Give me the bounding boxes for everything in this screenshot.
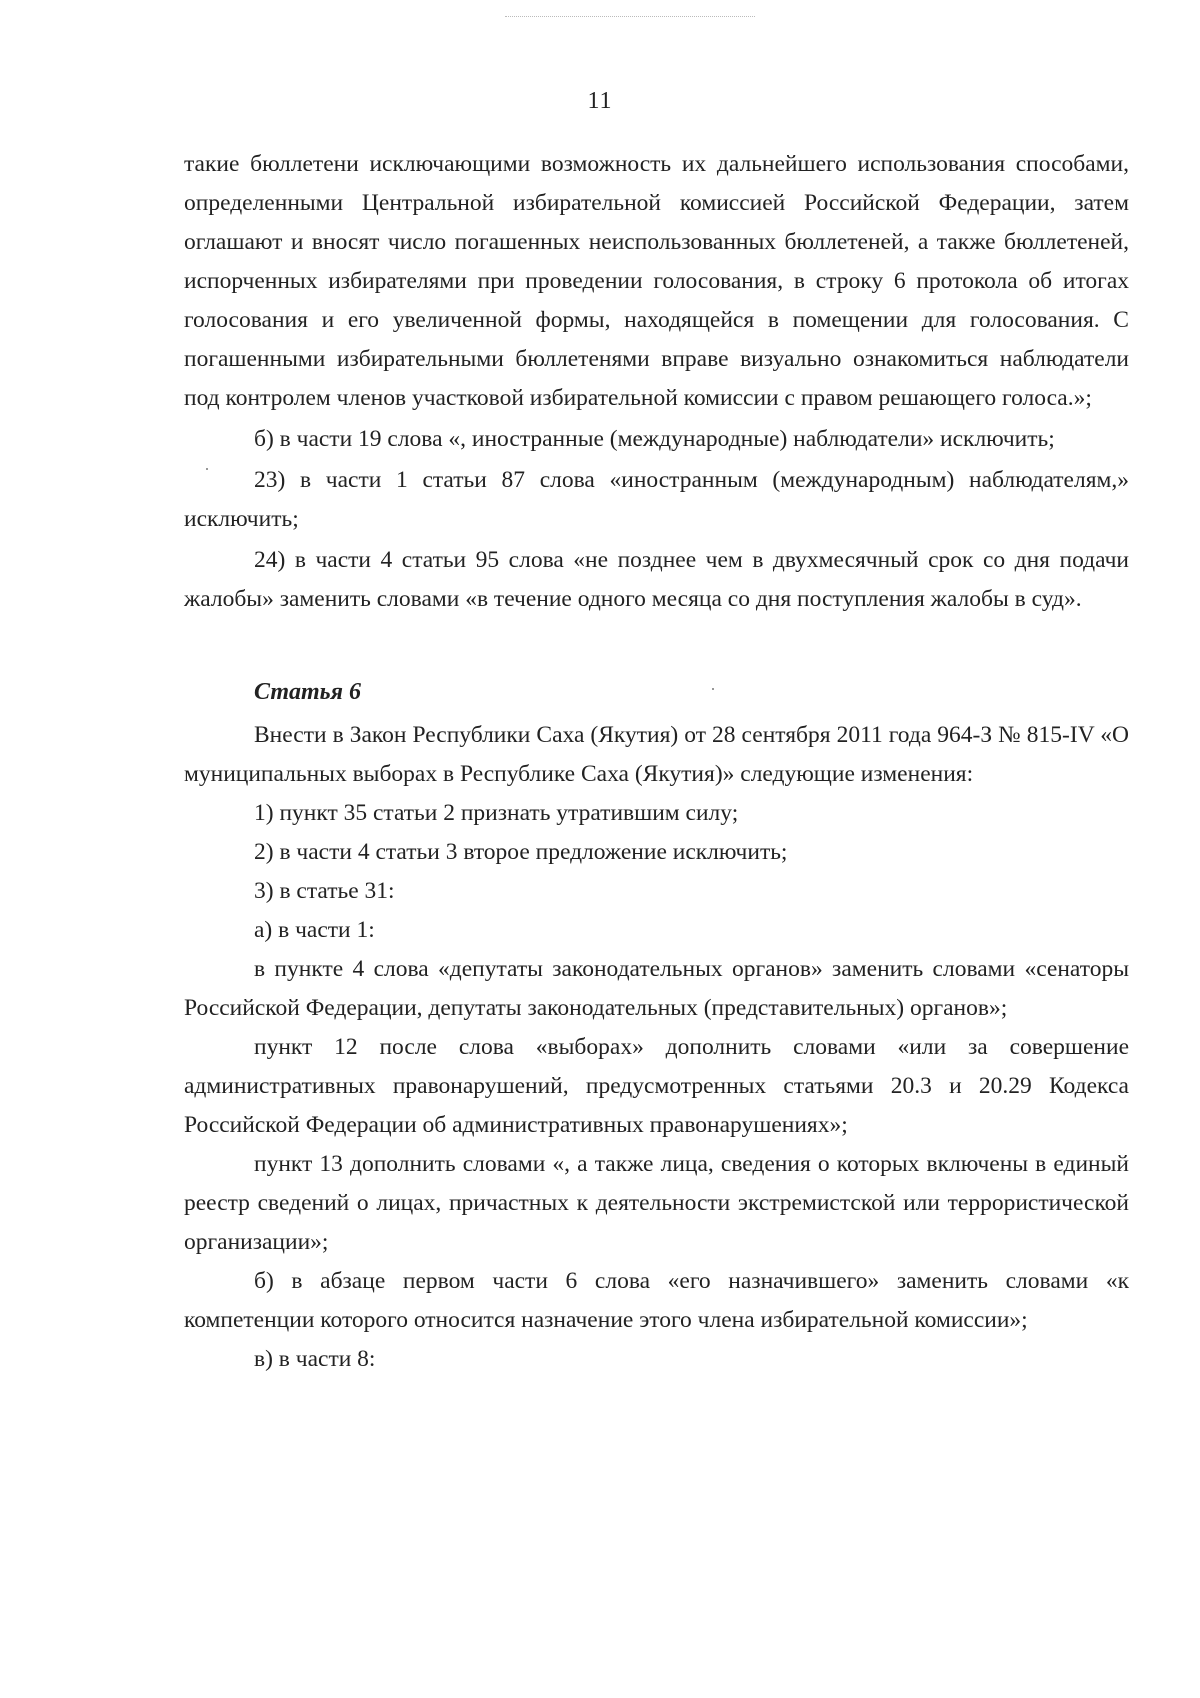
paragraph: пункт 12 после слова «выборах» дополнить словами «или за совершение административных правонарушений, предусмотренных статьями 20.3 и 20.29 Кодекса Российской Федерации об административных правонарушениях»; xyxy=(184,1034,1129,1138)
paragraph: б) в части 19 слова «, иностранные (международные) наблюдатели» исключить; xyxy=(254,426,1055,452)
paragraph: Внести в Закон Республики Саха (Якутия) от 28 сентября 2011 года 964-З № 815-IV «О муниципальных выборах в Республике Саха (Якутия)» следующие изменения: xyxy=(184,722,1129,787)
list-item: в) в части 8: xyxy=(254,1346,376,1372)
list-item: а) в части 1: xyxy=(254,917,375,943)
scan-artifact-line xyxy=(505,16,755,18)
paragraph: в пункте 4 слова «депутаты законодательных органов» заменить словами «сенаторы Российской Федерации, депутаты законодательных (представительных) органов»; xyxy=(184,956,1129,1021)
paragraph: 24) в части 4 статьи 95 слова «не позднее чем в двухмесячный срок со дня подачи жалобы» заменить словами «в течение одного месяца со дня поступления жалобы в суд». xyxy=(184,547,1129,612)
list-item: 3) в статье 31: xyxy=(254,878,395,904)
document-body xyxy=(184,145,1129,1379)
list-item: 2) в части 4 статьи 3 второе предложение исключить; xyxy=(254,839,788,865)
paragraph: такие бюллетени исключающими возможность их дальнейшего использования способами, определенными Центральной избирательной комиссией Российской Федерации, затем оглашают и вносят число погашенных неиспользованных бюллетеней, а также бюллетеней, испорченных избирателями при проведении голосования, в строку 6 протокола об итогах голосования и его увеличенной формы, находящейся в помещении для голосования. С погашенными избирательными бюллетенями вправе визуально ознакомиться наблюдатели под контролем членов участковой избирательной комиссии с правом решающего голоса.»; xyxy=(184,151,1129,411)
list-item: 1) пункт 35 статьи 2 признать утратившим силу; xyxy=(254,800,739,826)
page-number: 11 xyxy=(587,88,613,114)
article-heading: Статья 6 xyxy=(254,679,362,705)
paragraph: б) в абзаце первом части 6 слова «его назначившего» заменить словами «к компетенции которого относится назначение этого члена избирательной комиссии»; xyxy=(184,1268,1129,1333)
paragraph: 23) в части 1 статьи 87 слова «иностранным (международным) наблюдателям,» исключить; xyxy=(184,467,1129,532)
paragraph: пункт 13 дополнить словами «, а также лица, сведения о которых включены в единый реестр сведений о лицах, причастных к деятельности экстремистской или террористической организации»; xyxy=(184,1151,1129,1255)
